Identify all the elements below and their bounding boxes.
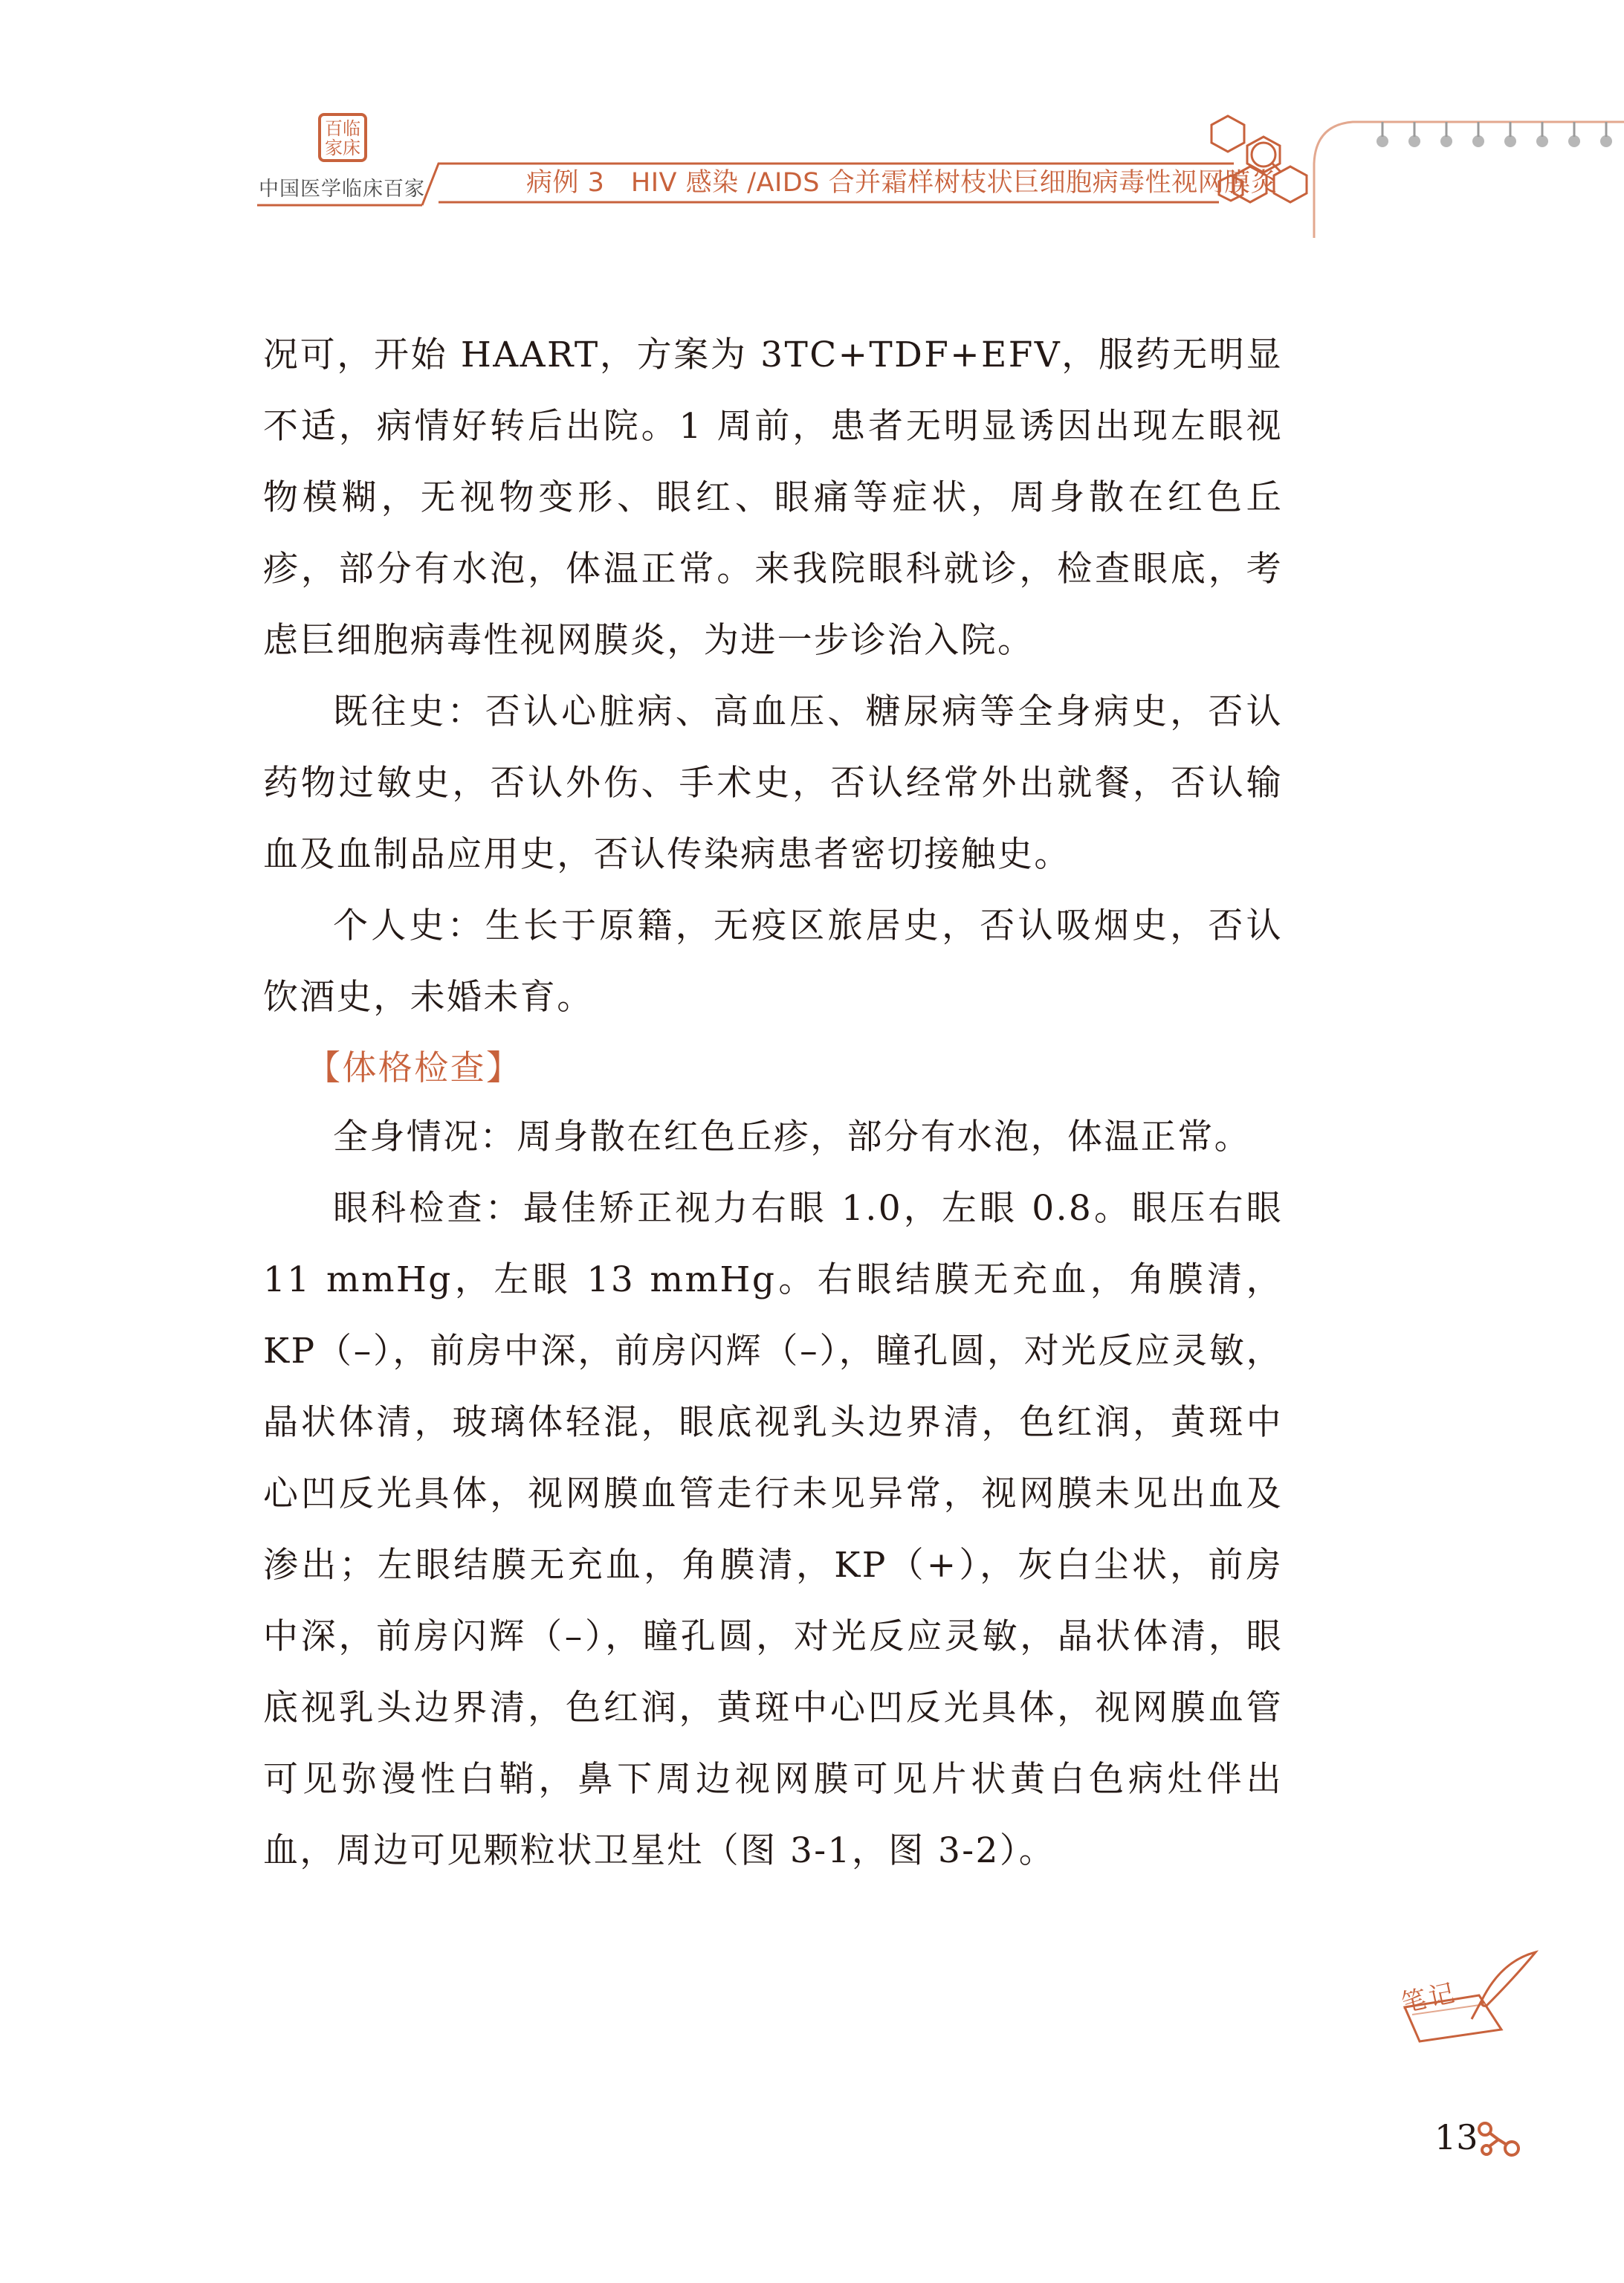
- molecule-icon: [1476, 2120, 1521, 2157]
- main-text: [263, 320, 1283, 1887]
- paragraph-eye-exam: 眼科检查：最佳矫正视力右眼 1.0，左眼 0.8。眼压右眼 11 mmHg，左眼 13 mmHg。右眼结膜无充血，角膜清，KP（–），前房中深，前房闪辉（–），瞳孔圆，对光反应灵敏，晶状体清，玻璃体轻混，眼底视乳头边界清，色红润，黄斑中心凹反光具体，视网膜血管走行未见异常，视网膜未见出血及渗出；左眼结膜无充血，角膜清，KP（+），灰白尘状，前房中深，前房闪辉（–），瞳孔圆，对光反应灵敏，晶状体清，眼底视乳头边界清，色红润，黄斑中心凹反光具体，视网膜血管可见弥漫性白鞘，鼻下周边视网膜可见片状黄白色病灶伴出血，周边可见颗粒状卫星灶（图 3-1，图 3-2）。: [263, 1188, 1283, 1871]
- series-name: 中国医学临床百家: [259, 178, 425, 201]
- paragraph-general-condition: 全身情况：周身散在红色丘疹，部分有水泡，体温正常。: [333, 1117, 1251, 1157]
- page-number: 13: [1434, 2117, 1478, 2157]
- notebook-ring-dots: [1368, 119, 1624, 164]
- notes-label: 笔记: [1398, 1977, 1460, 2019]
- series-logo-stamp: 百临家床: [318, 113, 367, 162]
- paragraph-history-continued: 况可，开始 HAART，方案为 3TC+TDF+EFV，服药无明显不适，病情好转后出院。1 周前，患者无明显诱因出现左眼视物模糊，无视物变形、眼红、眼痛等症状，周身散在红色丘疹，部分有水泡，体温正常。来我院眼科就诊，检查眼底，考虑巨细胞病毒性视网膜炎，为进一步诊治入院。: [263, 335, 1283, 661]
- chapter-title: 病例 3 HIV 感染 /AIDS 合并霜样树枝状巨细胞病毒性视网膜炎: [526, 168, 1278, 198]
- paragraph-past-history: 既往史：否认心脏病、高血压、糖尿病等全身病史，否认药物过敏史，否认外伤、手术史，否认经常外出就餐，否认输血及血制品应用史，否认传染病患者密切接触史。: [263, 691, 1283, 875]
- paragraph-personal-history: 个人史：生长于原籍，无疫区旅居史，否认吸烟史，否认饮酒史，未婚未育。: [263, 905, 1283, 1018]
- section-heading-physical-exam: 【体格检查】: [306, 1047, 523, 1088]
